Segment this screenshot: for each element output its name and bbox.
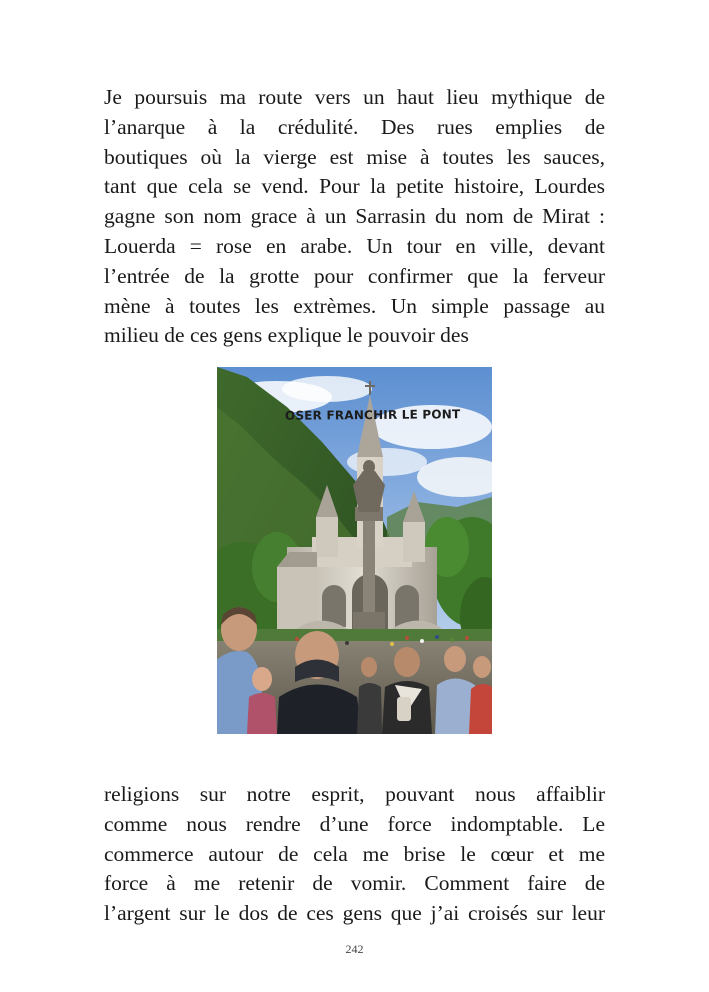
page-number: 242	[345, 942, 364, 956]
paragraph-line: l’anarque à la crédulité. Des rues emplies de	[104, 114, 605, 139]
paragraph-line: comme nous rendre d’une force indomptable. Le	[104, 811, 605, 836]
paragraph-line: religions sur notre esprit, pouvant nous affaiblir	[104, 782, 605, 806]
paragraph-line: Louerda = rose en arabe. Un tour en ville, devant	[104, 233, 605, 258]
paragraph-line: gagne son nom grace à un Sarrasin du nom de Mirat :	[104, 204, 605, 229]
paragraph-2	[104, 780, 605, 929]
paragraph-line: Je poursuis ma route vers un haut lieu mythique de	[104, 85, 605, 109]
lourdes-basilica-photo	[217, 367, 492, 734]
paragraph-line: tant que cela se vend. Pour la petite histoire, Lourdes	[104, 174, 605, 199]
paragraph-line: milieu de ces gens explique le pouvoir des	[104, 323, 469, 348]
paragraph-line: l’entrée de la grotte pour confirmer que la ferveur	[104, 263, 605, 288]
paragraph-line: force à me retenir de vomir. Comment faire de	[104, 871, 605, 896]
paragraph-line: boutiques où la vierge est mise à toutes les sauces,	[104, 144, 605, 169]
paragraph-line: mène à toutes les extrèmes. Un simple passage au	[104, 293, 605, 318]
paragraph-line: l’argent sur le dos de ces gens que j’ai croisés sur leur	[104, 901, 605, 926]
photo-caption: OSER FRANCHIR LE PONT	[284, 407, 461, 423]
paragraph-line: commerce autour de cela me brise le cœur et me	[104, 841, 605, 866]
paragraph-1	[104, 83, 605, 351]
